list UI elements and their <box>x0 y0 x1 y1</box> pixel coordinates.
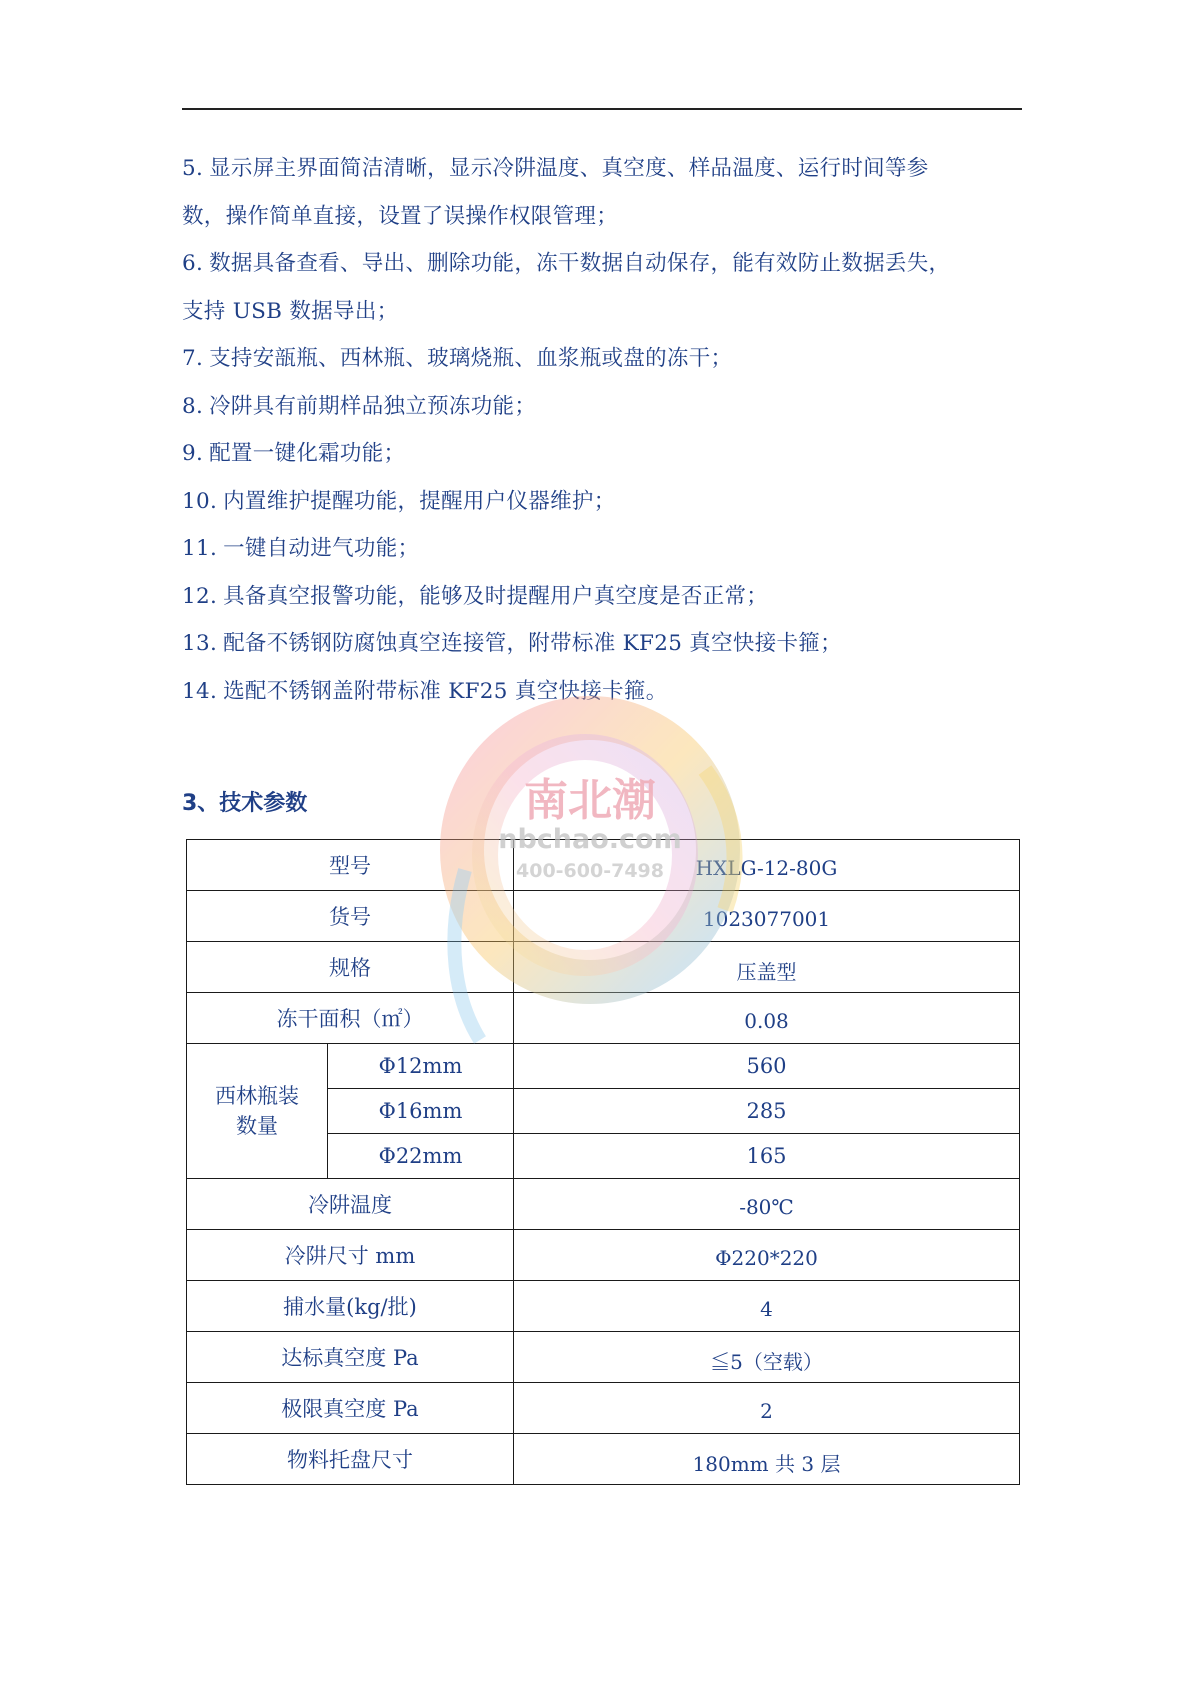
param-label: 捕水量(kg/批) <box>187 1281 514 1332</box>
technical-parameters-table <box>186 839 1020 1485</box>
vial-size: Φ16mm <box>328 1089 514 1134</box>
vial-group-label: 西林瓶装 数量 <box>187 1044 328 1179</box>
table-row <box>187 1434 1020 1485</box>
table-row <box>187 1179 1020 1230</box>
table-row <box>187 1044 1020 1089</box>
feature-item: 数，操作简单直接，设置了误操作权限管理； <box>182 203 619 229</box>
param-label: 冷阱尺寸 mm <box>187 1230 514 1281</box>
feature-list <box>182 145 1022 715</box>
feature-item: 13. 配备不锈钢防腐蚀真空连接管，附带标准 KF25 真空快接卡箍； <box>182 631 842 656</box>
param-value: Φ220*220 <box>514 1230 1020 1281</box>
param-value: 2 <box>514 1383 1020 1434</box>
table-row <box>187 840 1020 891</box>
param-label: 冻干面积（㎡） <box>187 993 514 1044</box>
vial-size: Φ22mm <box>328 1134 514 1179</box>
param-label: 极限真空度 Pa <box>187 1383 514 1434</box>
feature-item: 6. 数据具备查看、导出、删除功能，冻干数据自动保存，能有效防止数据丢失， <box>182 251 951 276</box>
feature-item: 10. 内置维护提醒功能，提醒用户仪器维护； <box>182 488 616 514</box>
param-label: 达标真空度 Pa <box>187 1332 514 1383</box>
vial-size: Φ12mm <box>328 1044 514 1089</box>
param-label: 物料托盘尺寸 <box>187 1434 514 1485</box>
feature-item: 11. 一键自动进气功能； <box>182 536 420 561</box>
param-value: ≦5（空载） <box>514 1332 1020 1383</box>
feature-item: 5. 显示屏主界面简洁清晰，显示冷阱温度、真空度、样品温度、运行时间等参 <box>182 156 929 181</box>
param-value: HXLG-12-80G <box>514 840 1020 891</box>
table-row <box>187 1230 1020 1281</box>
feature-item: 7. 支持安瓿瓶、西林瓶、玻璃烧瓶、血浆瓶或盘的冻干； <box>182 346 733 371</box>
param-label: 型号 <box>187 840 514 891</box>
feature-item: 支持 USB 数据导出； <box>182 298 399 324</box>
param-value: 285 <box>514 1089 1020 1134</box>
param-label: 规格 <box>187 942 514 993</box>
header-rule <box>182 108 1022 110</box>
table-row <box>187 1281 1020 1332</box>
param-value: 压盖型 <box>514 942 1020 993</box>
table-row <box>187 1332 1020 1383</box>
feature-item: 9. 配置一键化霜功能； <box>182 441 406 466</box>
param-value: 1023077001 <box>514 891 1020 942</box>
table-row <box>187 993 1020 1044</box>
watermark-domain: nbchao.com <box>498 824 682 855</box>
param-value: -80℃ <box>514 1179 1020 1230</box>
feature-item: 8. 冷阱具有前期样品独立预冻功能； <box>182 393 537 419</box>
param-value: 0.08 <box>514 993 1020 1044</box>
feature-item: 12. 具备真空报警功能，能够及时提醒用户真空度是否正常； <box>182 583 769 609</box>
table-row <box>187 891 1020 942</box>
table-row <box>187 1383 1020 1434</box>
param-value: 180mm 共 3 层 <box>514 1434 1020 1485</box>
param-value: 560 <box>514 1044 1020 1089</box>
param-value: 4 <box>514 1281 1020 1332</box>
param-label: 冷阱温度 <box>187 1179 514 1230</box>
table-row <box>187 942 1020 993</box>
param-value: 165 <box>514 1134 1020 1179</box>
watermark-phone: 400-600-7498 <box>516 860 664 882</box>
param-label: 货号 <box>187 891 514 942</box>
watermark-brand: 南北潮 <box>524 775 656 826</box>
section-title: 3、技术参数 <box>182 791 308 816</box>
feature-item: 14. 选配不锈钢盖附带标准 KF25 真空快接卡箍。 <box>182 678 668 704</box>
